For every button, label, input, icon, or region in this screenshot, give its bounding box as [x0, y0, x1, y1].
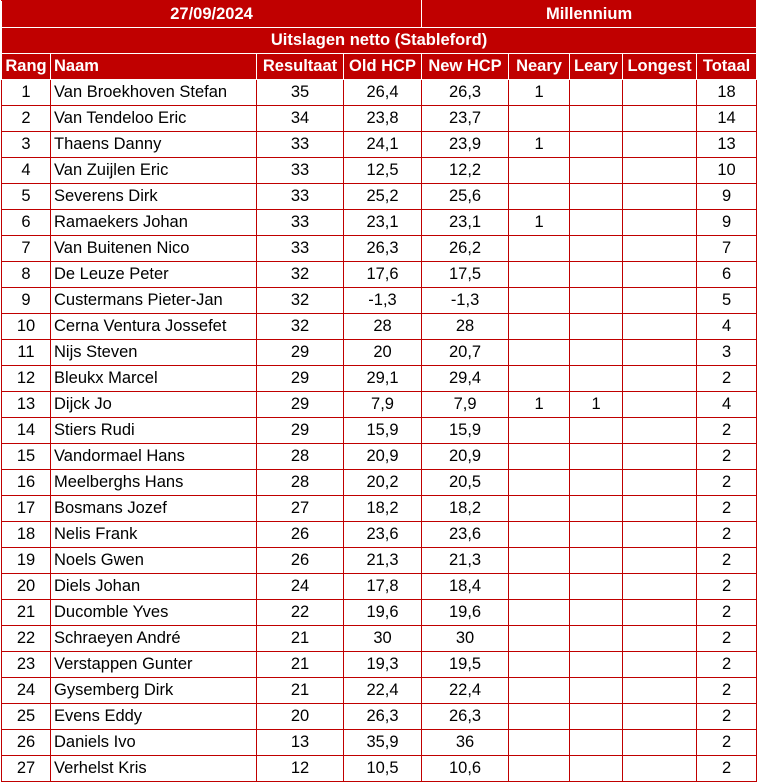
cell-rang: 26 [2, 730, 51, 756]
cell-naam: Schraeyen André [51, 626, 257, 652]
col-header-rang: Rang [2, 54, 51, 80]
cell-neary [509, 366, 570, 392]
cell-rang: 7 [2, 236, 51, 262]
cell-old-hcp: 20 [344, 340, 422, 366]
cell-neary [509, 184, 570, 210]
cell-neary [509, 522, 570, 548]
cell-new-hcp: 29,4 [422, 366, 509, 392]
cell-leary [570, 158, 623, 184]
cell-leary [570, 366, 623, 392]
cell-new-hcp: 19,5 [422, 652, 509, 678]
cell-old-hcp: 20,2 [344, 470, 422, 496]
cell-old-hcp: 30 [344, 626, 422, 652]
cell-totaal: 2 [697, 574, 757, 600]
cell-leary [570, 548, 623, 574]
cell-naam: Ducomble Yves [51, 600, 257, 626]
cell-totaal: 9 [697, 210, 757, 236]
cell-longest [623, 158, 697, 184]
results-table [1, 0, 757, 782]
cell-naam: Custermans Pieter-Jan [51, 288, 257, 314]
cell-old-hcp: 19,3 [344, 652, 422, 678]
cell-rang: 15 [2, 444, 51, 470]
cell-old-hcp: 26,3 [344, 704, 422, 730]
cell-old-hcp: 17,8 [344, 574, 422, 600]
table-row [2, 522, 757, 548]
cell-totaal: 4 [697, 392, 757, 418]
cell-neary [509, 470, 570, 496]
cell-leary [570, 522, 623, 548]
col-header-naam: Naam [51, 54, 257, 80]
cell-new-hcp: 26,3 [422, 704, 509, 730]
cell-leary [570, 730, 623, 756]
cell-new-hcp: 26,3 [422, 80, 509, 106]
cell-new-hcp: 23,9 [422, 132, 509, 158]
cell-naam: Daniels Ivo [51, 730, 257, 756]
table-row [2, 80, 757, 106]
cell-new-hcp: 30 [422, 626, 509, 652]
cell-longest [623, 392, 697, 418]
table-row [2, 444, 757, 470]
cell-naam: Van Buitenen Nico [51, 236, 257, 262]
cell-totaal: 2 [697, 626, 757, 652]
cell-resultaat: 20 [257, 704, 344, 730]
table-row [2, 288, 757, 314]
cell-rang: 18 [2, 522, 51, 548]
cell-neary [509, 444, 570, 470]
cell-new-hcp: 17,5 [422, 262, 509, 288]
cell-naam: Van Tendeloo Eric [51, 106, 257, 132]
cell-old-hcp: 19,6 [344, 600, 422, 626]
cell-resultaat: 29 [257, 340, 344, 366]
cell-longest [623, 236, 697, 262]
cell-resultaat: 32 [257, 288, 344, 314]
cell-longest [623, 652, 697, 678]
cell-rang: 19 [2, 548, 51, 574]
cell-longest [623, 418, 697, 444]
cell-totaal: 18 [697, 80, 757, 106]
cell-longest [623, 340, 697, 366]
cell-longest [623, 496, 697, 522]
cell-resultaat: 28 [257, 444, 344, 470]
cell-leary [570, 262, 623, 288]
cell-longest [623, 600, 697, 626]
table-row [2, 210, 757, 236]
cell-totaal: 10 [697, 158, 757, 184]
cell-longest [623, 314, 697, 340]
cell-rang: 2 [2, 106, 51, 132]
cell-new-hcp: 18,4 [422, 574, 509, 600]
cell-rang: 4 [2, 158, 51, 184]
cell-longest [623, 366, 697, 392]
cell-resultaat: 33 [257, 132, 344, 158]
cell-naam: Evens Eddy [51, 704, 257, 730]
cell-longest [623, 626, 697, 652]
table-row [2, 548, 757, 574]
table-row [2, 730, 757, 756]
cell-longest [623, 470, 697, 496]
cell-resultaat: 33 [257, 210, 344, 236]
cell-leary [570, 678, 623, 704]
cell-longest [623, 756, 697, 782]
cell-old-hcp: 17,6 [344, 262, 422, 288]
cell-totaal: 14 [697, 106, 757, 132]
cell-leary [570, 340, 623, 366]
cell-neary [509, 626, 570, 652]
cell-totaal: 2 [697, 366, 757, 392]
cell-neary: 1 [509, 132, 570, 158]
column-header-row [2, 54, 757, 80]
cell-rang: 6 [2, 210, 51, 236]
cell-leary [570, 626, 623, 652]
cell-neary [509, 236, 570, 262]
table-row [2, 132, 757, 158]
cell-new-hcp: 28 [422, 314, 509, 340]
cell-resultaat: 32 [257, 314, 344, 340]
cell-new-hcp: 10,6 [422, 756, 509, 782]
table-row [2, 704, 757, 730]
cell-rang: 12 [2, 366, 51, 392]
cell-neary [509, 418, 570, 444]
cell-longest [623, 730, 697, 756]
cell-old-hcp: -1,3 [344, 288, 422, 314]
cell-new-hcp: 36 [422, 730, 509, 756]
cell-leary [570, 314, 623, 340]
cell-rang: 10 [2, 314, 51, 340]
cell-naam: Nelis Frank [51, 522, 257, 548]
cell-naam: De Leuze Peter [51, 262, 257, 288]
cell-totaal: 2 [697, 444, 757, 470]
cell-longest [623, 132, 697, 158]
cell-leary [570, 756, 623, 782]
cell-neary [509, 262, 570, 288]
cell-naam: Stiers Rudi [51, 418, 257, 444]
cell-rang: 20 [2, 574, 51, 600]
cell-new-hcp: 23,1 [422, 210, 509, 236]
col-header-resultaat: Resultaat [257, 54, 344, 80]
cell-leary [570, 236, 623, 262]
cell-resultaat: 33 [257, 236, 344, 262]
cell-totaal: 2 [697, 756, 757, 782]
cell-totaal: 9 [697, 184, 757, 210]
cell-naam: Cerna Ventura Jossefet [51, 314, 257, 340]
cell-old-hcp: 18,2 [344, 496, 422, 522]
cell-resultaat: 26 [257, 548, 344, 574]
cell-new-hcp: 22,4 [422, 678, 509, 704]
col-header-longest: Longest [623, 54, 697, 80]
cell-leary [570, 80, 623, 106]
cell-leary [570, 600, 623, 626]
cell-new-hcp: 25,6 [422, 184, 509, 210]
cell-new-hcp: 23,6 [422, 522, 509, 548]
table-row [2, 158, 757, 184]
cell-longest [623, 262, 697, 288]
cell-longest [623, 548, 697, 574]
cell-totaal: 2 [697, 704, 757, 730]
cell-totaal: 4 [697, 314, 757, 340]
cell-neary [509, 574, 570, 600]
cell-resultaat: 33 [257, 184, 344, 210]
cell-totaal: 2 [697, 730, 757, 756]
table-row [2, 678, 757, 704]
cell-neary: 1 [509, 80, 570, 106]
date-cell: 27/09/2024 [2, 1, 422, 28]
cell-resultaat: 21 [257, 678, 344, 704]
subtitle-row [2, 28, 757, 54]
cell-old-hcp: 23,6 [344, 522, 422, 548]
cell-naam: Verstappen Gunter [51, 652, 257, 678]
cell-longest [623, 184, 697, 210]
cell-longest [623, 704, 697, 730]
cell-resultaat: 12 [257, 756, 344, 782]
cell-naam: Bleukx Marcel [51, 366, 257, 392]
cell-old-hcp: 20,9 [344, 444, 422, 470]
cell-new-hcp: 21,3 [422, 548, 509, 574]
cell-new-hcp: 20,5 [422, 470, 509, 496]
table-row [2, 652, 757, 678]
cell-naam: Thaens Danny [51, 132, 257, 158]
cell-neary [509, 106, 570, 132]
cell-new-hcp: 18,2 [422, 496, 509, 522]
cell-rang: 16 [2, 470, 51, 496]
course-name-cell: Millennium [422, 1, 757, 28]
cell-new-hcp: 19,6 [422, 600, 509, 626]
table-row [2, 496, 757, 522]
cell-leary [570, 652, 623, 678]
cell-rang: 5 [2, 184, 51, 210]
cell-rang: 9 [2, 288, 51, 314]
cell-resultaat: 33 [257, 158, 344, 184]
cell-resultaat: 21 [257, 626, 344, 652]
cell-resultaat: 27 [257, 496, 344, 522]
cell-naam: Severens Dirk [51, 184, 257, 210]
cell-naam: Dijck Jo [51, 392, 257, 418]
cell-resultaat: 29 [257, 418, 344, 444]
cell-totaal: 2 [697, 652, 757, 678]
cell-naam: Ramaekers Johan [51, 210, 257, 236]
cell-resultaat: 26 [257, 522, 344, 548]
cell-totaal: 7 [697, 236, 757, 262]
cell-neary [509, 652, 570, 678]
cell-rang: 22 [2, 626, 51, 652]
cell-neary [509, 756, 570, 782]
cell-naam: Gysemberg Dirk [51, 678, 257, 704]
cell-neary [509, 548, 570, 574]
cell-rang: 14 [2, 418, 51, 444]
cell-leary [570, 470, 623, 496]
cell-rang: 27 [2, 756, 51, 782]
cell-longest [623, 210, 697, 236]
cell-old-hcp: 7,9 [344, 392, 422, 418]
cell-rang: 25 [2, 704, 51, 730]
cell-leary [570, 106, 623, 132]
cell-longest [623, 80, 697, 106]
table-row [2, 392, 757, 418]
cell-totaal: 2 [697, 548, 757, 574]
cell-leary [570, 496, 623, 522]
cell-rang: 1 [2, 80, 51, 106]
cell-new-hcp: 20,9 [422, 444, 509, 470]
cell-old-hcp: 15,9 [344, 418, 422, 444]
cell-old-hcp: 22,4 [344, 678, 422, 704]
cell-neary [509, 314, 570, 340]
cell-leary [570, 444, 623, 470]
cell-new-hcp: 15,9 [422, 418, 509, 444]
cell-totaal: 2 [697, 678, 757, 704]
table-row [2, 236, 757, 262]
cell-naam: Vandormael Hans [51, 444, 257, 470]
col-header-new-hcp: New HCP [422, 54, 509, 80]
cell-rang: 23 [2, 652, 51, 678]
cell-resultaat: 34 [257, 106, 344, 132]
cell-neary [509, 158, 570, 184]
cell-naam: Van Broekhoven Stefan [51, 80, 257, 106]
cell-totaal: 2 [697, 496, 757, 522]
cell-longest [623, 444, 697, 470]
cell-totaal: 6 [697, 262, 757, 288]
cell-resultaat: 24 [257, 574, 344, 600]
cell-neary [509, 704, 570, 730]
cell-resultaat: 32 [257, 262, 344, 288]
cell-rang: 11 [2, 340, 51, 366]
cell-neary: 1 [509, 392, 570, 418]
table-row [2, 340, 757, 366]
results-subtitle: Uitslagen netto (Stableford) [2, 28, 757, 54]
cell-rang: 24 [2, 678, 51, 704]
cell-leary [570, 574, 623, 600]
cell-resultaat: 22 [257, 600, 344, 626]
table-row [2, 470, 757, 496]
cell-old-hcp: 23,8 [344, 106, 422, 132]
cell-new-hcp: -1,3 [422, 288, 509, 314]
cell-totaal: 2 [697, 470, 757, 496]
table-row [2, 314, 757, 340]
cell-leary [570, 704, 623, 730]
cell-leary [570, 132, 623, 158]
cell-neary [509, 730, 570, 756]
cell-neary [509, 288, 570, 314]
cell-rang: 17 [2, 496, 51, 522]
cell-longest [623, 288, 697, 314]
cell-rang: 21 [2, 600, 51, 626]
cell-old-hcp: 26,3 [344, 236, 422, 262]
cell-old-hcp: 28 [344, 314, 422, 340]
cell-old-hcp: 25,2 [344, 184, 422, 210]
cell-new-hcp: 26,2 [422, 236, 509, 262]
col-header-old-hcp: Old HCP [344, 54, 422, 80]
cell-leary [570, 184, 623, 210]
cell-longest [623, 574, 697, 600]
cell-rang: 13 [2, 392, 51, 418]
cell-neary [509, 340, 570, 366]
cell-old-hcp: 21,3 [344, 548, 422, 574]
cell-naam: Van Zuijlen Eric [51, 158, 257, 184]
cell-totaal: 2 [697, 600, 757, 626]
cell-naam: Diels Johan [51, 574, 257, 600]
col-header-totaal: Totaal [697, 54, 757, 80]
table-row [2, 366, 757, 392]
table-row [2, 184, 757, 210]
table-row [2, 106, 757, 132]
table-row [2, 262, 757, 288]
cell-longest [623, 106, 697, 132]
cell-resultaat: 13 [257, 730, 344, 756]
date-course-header-row [2, 1, 757, 28]
cell-totaal: 2 [697, 522, 757, 548]
cell-naam: Nijs Steven [51, 340, 257, 366]
cell-naam: Verhelst Kris [51, 756, 257, 782]
cell-new-hcp: 23,7 [422, 106, 509, 132]
cell-naam: Meelberghs Hans [51, 470, 257, 496]
cell-resultaat: 28 [257, 470, 344, 496]
cell-leary [570, 418, 623, 444]
cell-old-hcp: 26,4 [344, 80, 422, 106]
table-row [2, 574, 757, 600]
cell-neary [509, 678, 570, 704]
cell-longest [623, 678, 697, 704]
col-header-neary: Neary [509, 54, 570, 80]
cell-resultaat: 35 [257, 80, 344, 106]
cell-naam: Bosmans Jozef [51, 496, 257, 522]
cell-leary [570, 210, 623, 236]
cell-old-hcp: 23,1 [344, 210, 422, 236]
cell-old-hcp: 29,1 [344, 366, 422, 392]
results-table-body [2, 1, 757, 782]
cell-longest [623, 522, 697, 548]
cell-leary [570, 288, 623, 314]
cell-leary: 1 [570, 392, 623, 418]
cell-old-hcp: 35,9 [344, 730, 422, 756]
cell-totaal: 2 [697, 418, 757, 444]
cell-rang: 3 [2, 132, 51, 158]
cell-new-hcp: 12,2 [422, 158, 509, 184]
cell-resultaat: 29 [257, 392, 344, 418]
cell-resultaat: 29 [257, 366, 344, 392]
table-row [2, 626, 757, 652]
cell-naam: Noels Gwen [51, 548, 257, 574]
cell-new-hcp: 20,7 [422, 340, 509, 366]
cell-new-hcp: 7,9 [422, 392, 509, 418]
cell-neary [509, 600, 570, 626]
cell-old-hcp: 12,5 [344, 158, 422, 184]
cell-neary [509, 496, 570, 522]
table-row [2, 600, 757, 626]
cell-totaal: 5 [697, 288, 757, 314]
col-header-leary: Leary [570, 54, 623, 80]
cell-resultaat: 21 [257, 652, 344, 678]
cell-old-hcp: 24,1 [344, 132, 422, 158]
table-row [2, 418, 757, 444]
cell-old-hcp: 10,5 [344, 756, 422, 782]
cell-rang: 8 [2, 262, 51, 288]
cell-totaal: 3 [697, 340, 757, 366]
cell-neary: 1 [509, 210, 570, 236]
cell-totaal: 13 [697, 132, 757, 158]
table-row [2, 756, 757, 782]
